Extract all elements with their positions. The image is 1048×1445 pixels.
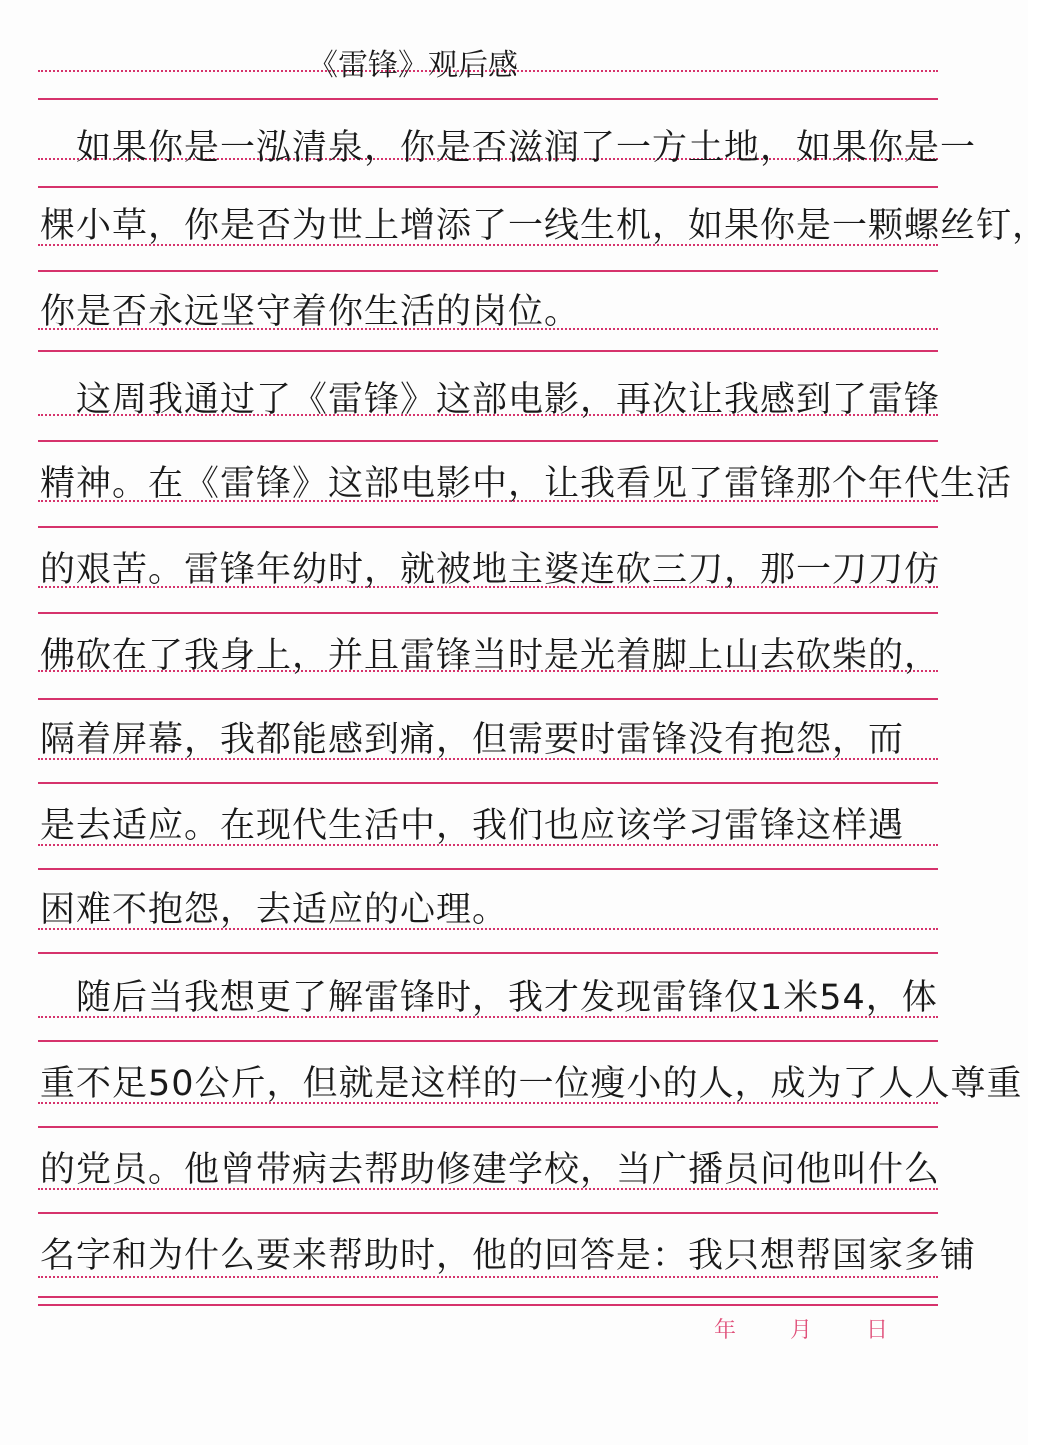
text-line-12: 重不足50公斤，但就是这样的一位瘦小的人，成为了人人尊重 — [40, 1064, 1023, 1104]
rule-solid — [38, 526, 938, 528]
rule-solid — [38, 952, 938, 954]
rule-double — [38, 1296, 938, 1298]
rule-solid — [38, 1212, 938, 1214]
date-day-label: 日 — [866, 1318, 889, 1343]
text-line-6: 的艰苦。雷锋年幼时，就被地主婆连砍三刀，那一刀刀仿 — [40, 550, 941, 590]
text-line-14: 名字和为什么要来帮助时，他的回答是：我只想帮国家多铺 — [40, 1236, 977, 1276]
text-line-10: 困难不抱怨，去适应的心理。 — [40, 890, 509, 930]
text-line-4: 这周我通过了《雷锋》这部电影，再次让我感到了雷锋 — [40, 380, 941, 420]
text-line-8: 隔着屏幕，我都能感到痛，但需要时雷锋没有抱怨，而 — [40, 720, 905, 760]
text-line-3: 你是否永远坚守着你生活的岗位。 — [40, 292, 581, 332]
text-line-13: 的党员。他曾带病去帮助修建学校，当广播员问他叫什么 — [40, 1150, 941, 1190]
text-line-2: 棵小草，你是否为世上增添了一线生机，如果你是一颗螺丝钉， — [40, 206, 1048, 246]
date-year-label: 年 — [714, 1318, 737, 1343]
rule-solid — [38, 270, 938, 272]
rule-solid — [38, 782, 938, 784]
rule-solid — [38, 186, 938, 188]
rule-double — [38, 1304, 938, 1306]
rule-solid — [38, 98, 938, 100]
rule-solid — [38, 440, 938, 442]
text-line-5: 精神。在《雷锋》这部电影中，让我看见了雷锋那个年代生活 — [40, 464, 1013, 504]
rule-solid — [38, 868, 938, 870]
essay-title: 《雷锋》观后感 — [308, 48, 518, 83]
rule-solid — [38, 350, 938, 352]
text-line-1: 如果你是一泓清泉，你是否滋润了一方土地，如果你是一 — [40, 128, 977, 168]
date-month-label: 月 — [790, 1318, 813, 1343]
rule-solid — [38, 1126, 938, 1128]
rule-solid — [38, 612, 938, 614]
text-line-7: 佛砍在了我身上，并且雷锋当时是光着脚上山去砍柴的， — [40, 636, 941, 676]
text-line-9: 是去适应。在现代生活中，我们也应该学习雷锋这样遇 — [40, 806, 905, 846]
rule-solid — [38, 698, 938, 700]
text-line-11: 随后当我想更了解雷锋时，我才发现雷锋仅1米54，体 — [40, 978, 938, 1018]
rule-solid — [38, 1040, 938, 1042]
